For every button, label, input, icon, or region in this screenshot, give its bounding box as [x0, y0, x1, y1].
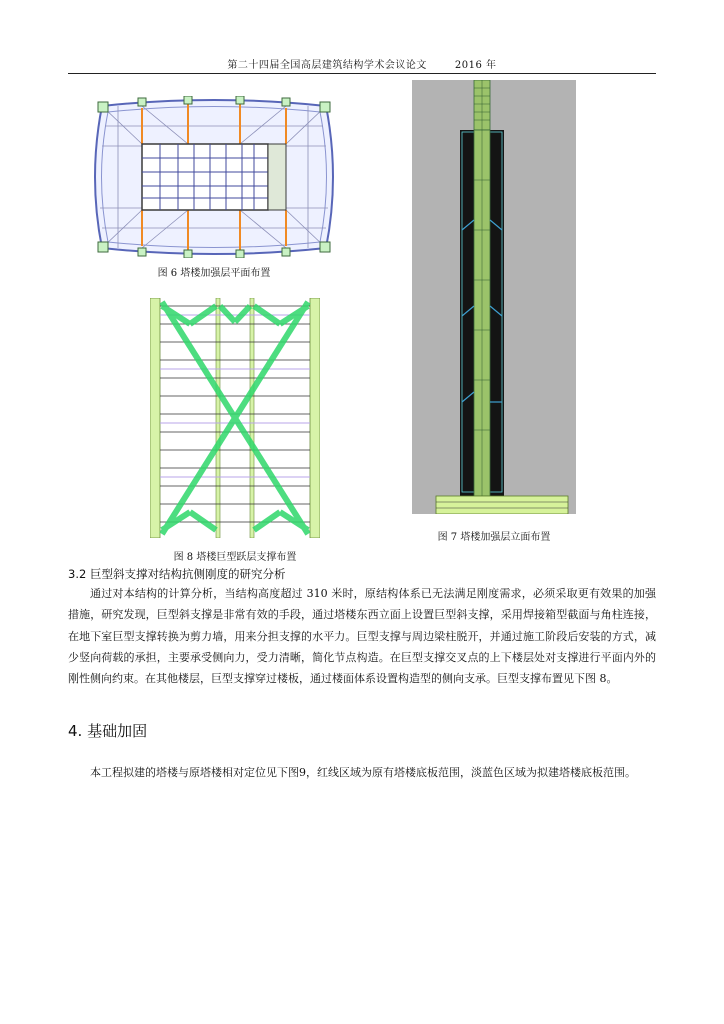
section-4-title: 4. 基础加固 — [68, 722, 148, 740]
section-4-body: 本工程拟建的塔楼与原塔楼相对定位见下图9，红线区域为原有塔楼底板范围，淡蓝色区域为拟建塔楼底板范围。 — [90, 766, 636, 779]
figure-6-caption: 图 6 塔楼加强层平面布置 — [157, 268, 271, 279]
header-year: 2016 年 — [454, 60, 497, 71]
header-title: 第二十四届全国高层建筑结构学术会议论文 — [227, 60, 427, 71]
figure-8-caption: 图 8 塔楼巨型跃层支撑布置 — [173, 552, 297, 563]
figure-8-bracing — [150, 298, 320, 538]
header-rule — [68, 73, 656, 74]
figure-7-elevation — [412, 80, 576, 514]
figure-6-plan — [90, 96, 338, 258]
section-3-2-body: 通过对本结构的计算分析，当结构高度超过 310 米时，原结构体系已无法满足刚度需求，必须采取更有效果的加强措施，研究发现，巨型斜支撑是非常有效的手段，通过塔楼东西立面上设置巨型斜支撑，采用焊接箱型截面与角柱连接，在地下室巨型支撑转换为剪力墙，用来分担支撑的水平力。巨型支撑与周边梁柱脱开，并通过施工阶段后安装的方式，减少竖向荷载的承担，主要承受侧向力，受力清晰，简化节点构造。在巨型支撑交叉点的上下楼层处对支撑进行平面内外的刚性侧向约束。在其他楼层，巨型支撑穿过楼板，通过楼面体系设置构造型的侧向支承。巨型支撑布置见下图 8。 — [68, 587, 656, 686]
running-header — [68, 56, 656, 72]
figure-7-caption: 图 7 塔楼加强层立面布置 — [437, 532, 551, 543]
section-3-2-title: 3.2 巨型斜支撑对结构抗侧刚度的研究分析 — [68, 567, 286, 581]
